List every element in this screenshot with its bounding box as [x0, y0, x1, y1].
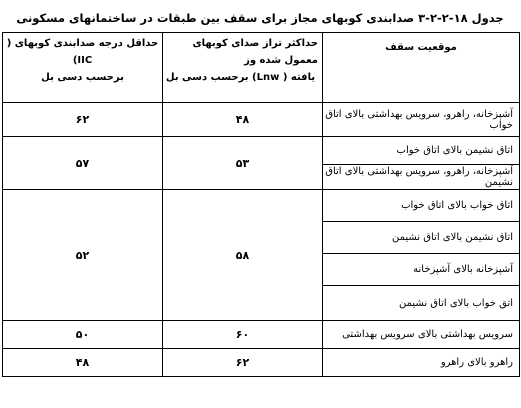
location-cell [323, 349, 520, 377]
location-text: اتاق نشیمن بالای اتاق خواب [323, 137, 519, 165]
location-cell [323, 137, 520, 190]
lnw-header-line1: حداکثر تراز صدای کوبهای معمول شده وز [192, 38, 318, 66]
iic-value: ۵۲ [3, 190, 163, 321]
table-row [3, 103, 520, 137]
table-row [3, 349, 520, 377]
iic-value: ۴۸ [3, 349, 163, 377]
lnw-value: ۵۳ [163, 137, 323, 190]
iic-value: ۵۷ [3, 137, 163, 190]
lnw-header [163, 33, 323, 103]
iic-header [3, 33, 163, 103]
location-header [323, 33, 520, 103]
location-text: سرویس بهداشتی بالای سرویس بهداشتی [342, 329, 513, 340]
location-text: اتق خواب بالای اتاق نشیمن [399, 297, 513, 309]
lnw-value: ۵۸ [163, 190, 323, 321]
iic-header-line1: حداقل درجه صدابندی کوبهای ( IIC) [6, 38, 159, 66]
table-row [3, 137, 520, 190]
location-text: آشپزخانه، راهرو، سرویس بهداشتی بالای اتاق نشیمن [325, 166, 513, 188]
sound-insulation-table [2, 32, 520, 377]
location-cell [323, 321, 520, 349]
location-cell [323, 190, 520, 321]
location-text: اتاق نشیمن بالای اتاق نشیمن [323, 222, 519, 254]
location-text: آشپزخانه بالای آشپزخانه [323, 254, 519, 286]
iic-value: ۶۲ [3, 103, 163, 137]
location-cell [323, 103, 520, 137]
location-header-label: موقعیت سقف [385, 42, 457, 53]
table-row [3, 190, 520, 321]
lnw-value: ۶۰ [163, 321, 323, 349]
table-caption: جدول ۱۸-۲-۲-۳ صدابندی کوبهای مجاز برای سقف بین طبقات در ساختمانهای مسکونی [16, 11, 504, 25]
lnw-value: ۶۲ [163, 349, 323, 377]
location-text: راهرو بالای راهرو [440, 357, 513, 368]
location-text: آشپزخانه، راهرو، سرویس بهداشتی بالای اتاق خواب [325, 108, 513, 131]
table-row [3, 321, 520, 349]
iic-header-line2: برحسب دسی بل [41, 72, 124, 83]
lnw-value: ۴۸ [163, 103, 323, 137]
location-text: اتاق خواب بالای اتاق خواب [323, 190, 519, 222]
header-row [3, 33, 520, 103]
iic-value: ۵۰ [3, 321, 163, 349]
lnw-header-line2: یافته ( Lnw) برحسب دسی بل [165, 72, 316, 83]
